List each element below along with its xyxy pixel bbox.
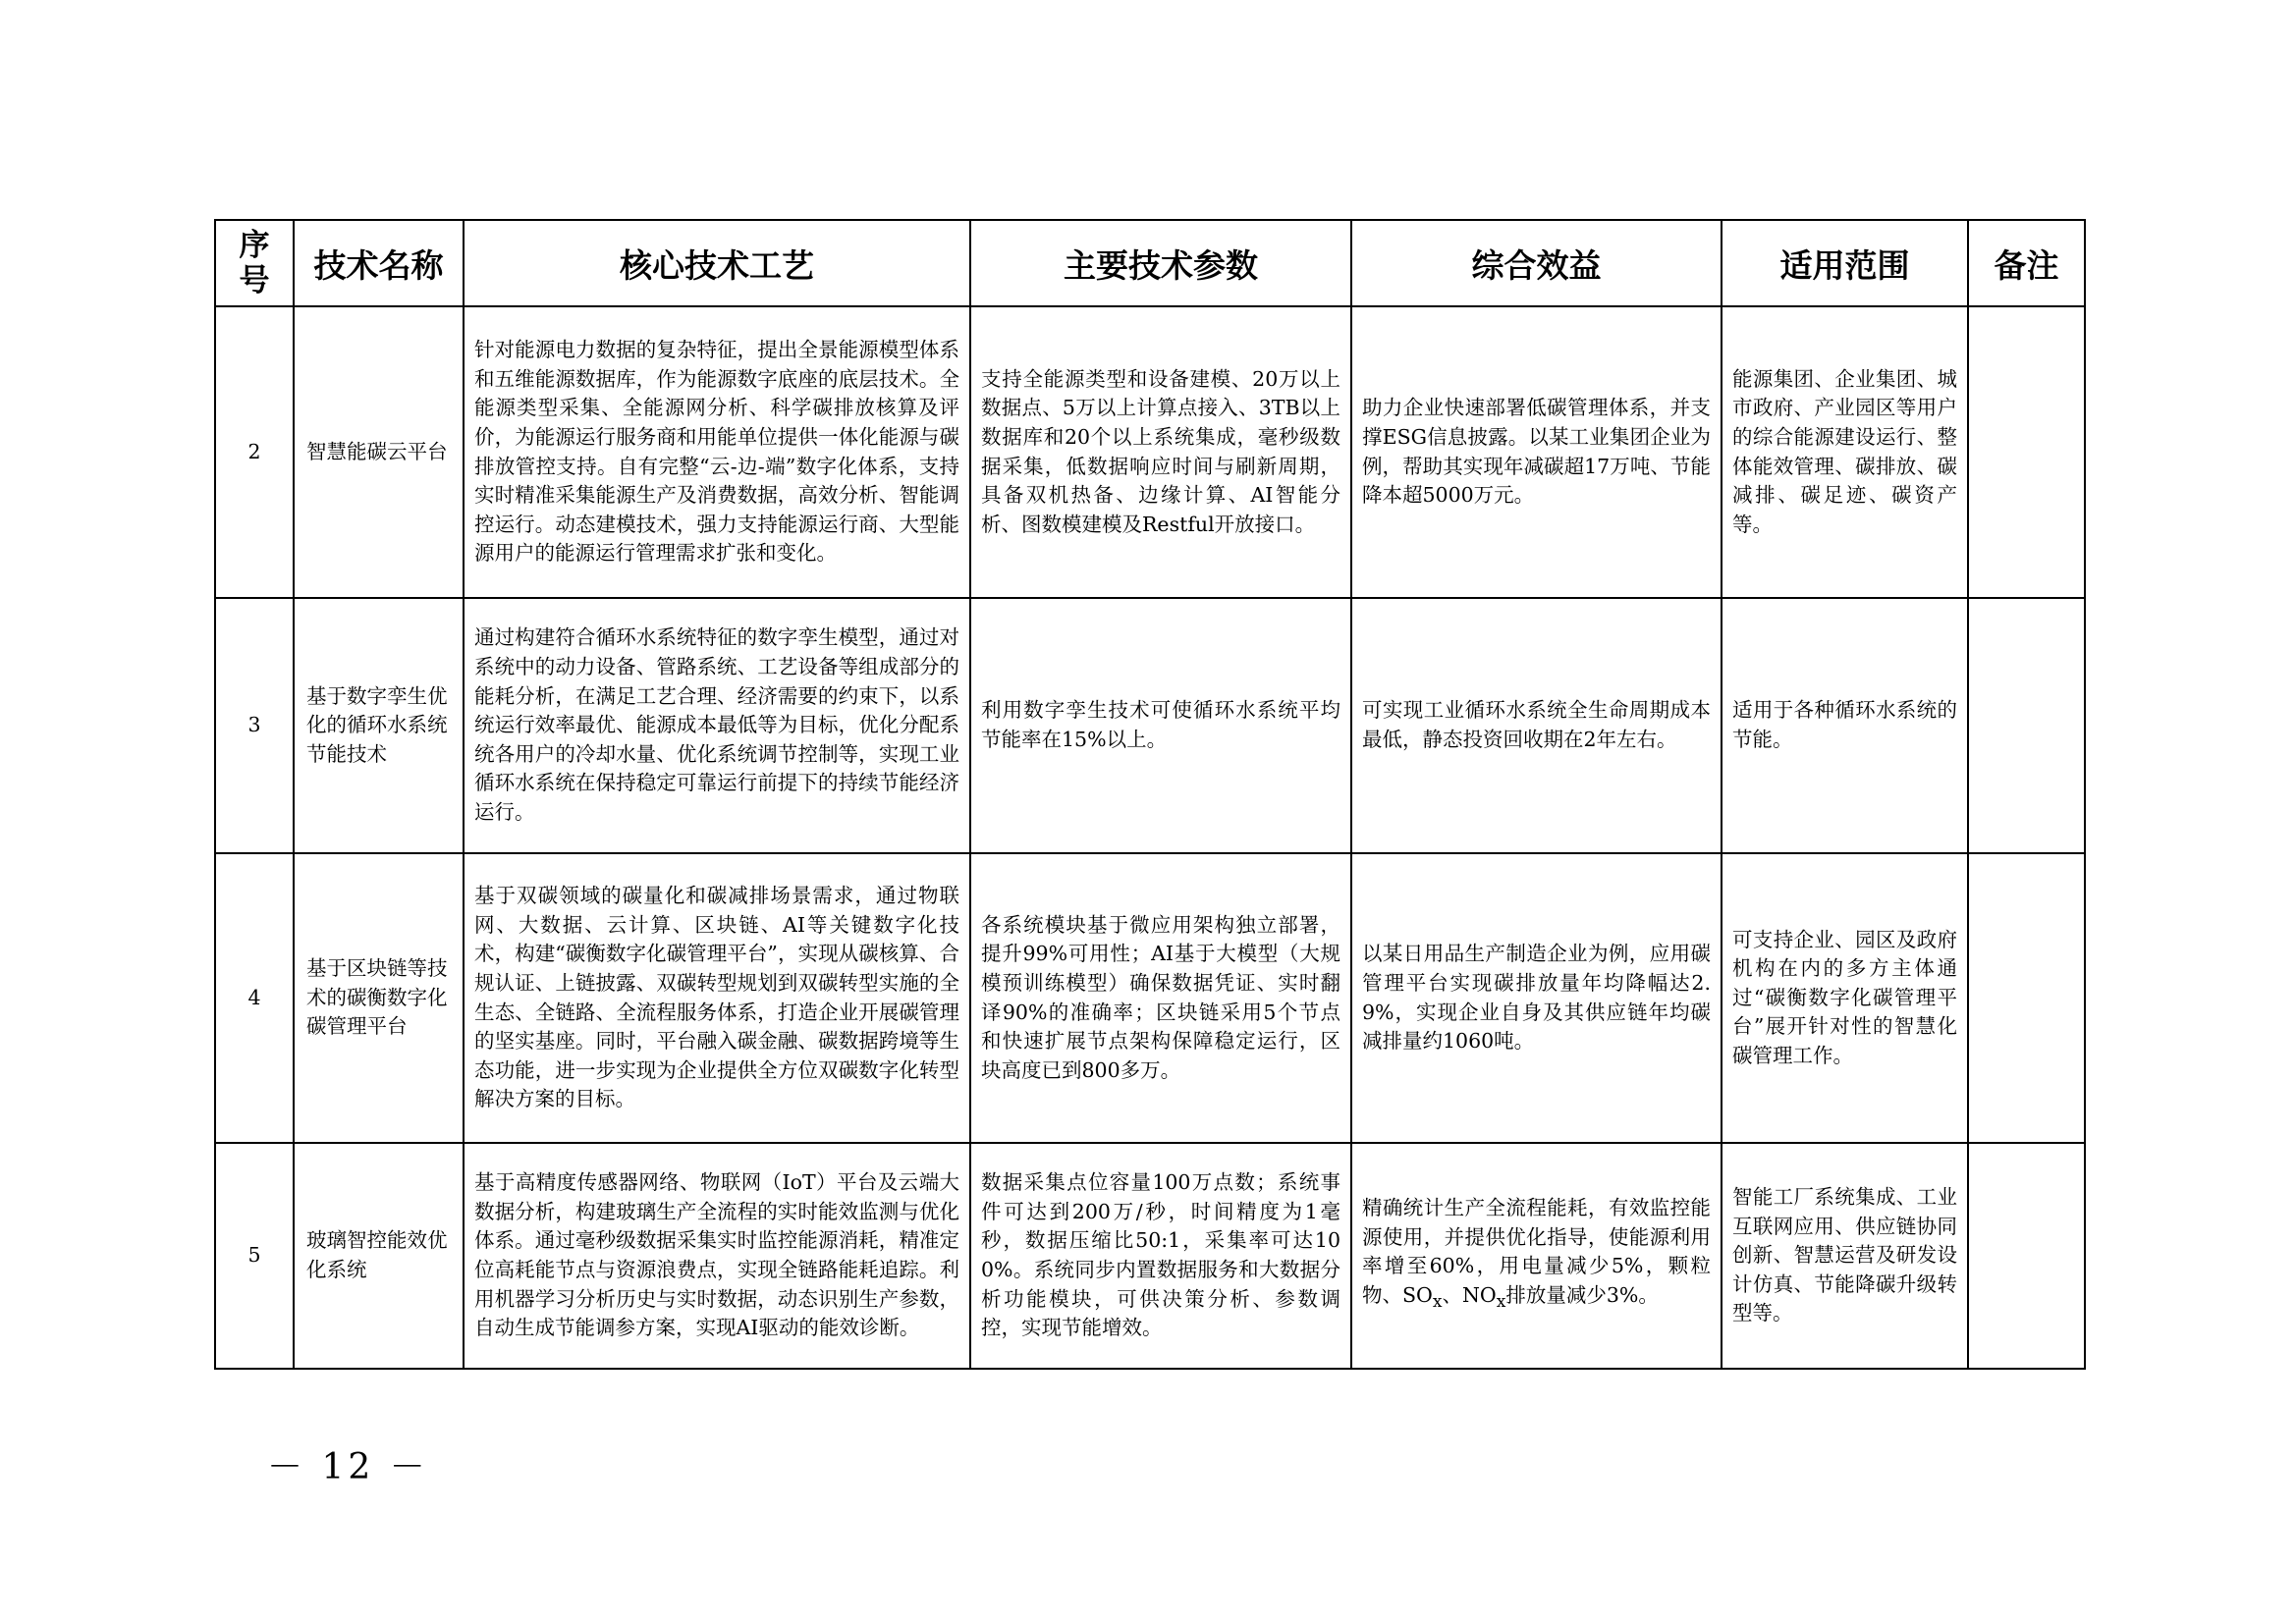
row-remarks	[1968, 1143, 2085, 1369]
header-scope: 适用范围	[1722, 220, 1968, 306]
row-params: 利用数字孪生技术可使循环水系统平均节能率在15%以上。	[970, 598, 1351, 853]
header-seq-line2: 号	[239, 263, 270, 298]
page-number: － 12 －	[267, 1447, 429, 1488]
benefits-text-before: 精确统计生产全流程能耗，有效监控能源使用，并提供优化指导，使能源利用率增至60%，用电量减少5%，颗粒物、SO	[1362, 1196, 1711, 1308]
no-subscript: x	[1496, 1292, 1506, 1313]
row-name: 基于数字孪生优化的循环水系统节能技术	[294, 598, 464, 853]
row-benefits: 以某日用品生产制造企业为例，应用碳管理平台实现碳排放量年均降幅达2.9%，实现企业自身及其供应链年均碳减排量约1060吨。	[1351, 853, 1722, 1143]
row-remarks	[1968, 853, 2085, 1143]
row-name: 玻璃智控能效优化系统	[294, 1143, 464, 1369]
row-remarks	[1968, 306, 2085, 598]
row-scope: 适用于各种循环水系统的节能。	[1722, 598, 1968, 853]
row-name: 智慧能碳云平台	[294, 306, 464, 598]
header-seq-line1: 序	[239, 228, 270, 263]
benefits-text-mid: 、NO	[1442, 1283, 1497, 1308]
table-row	[215, 598, 2085, 853]
row-scope: 可支持企业、园区及政府机构在内的多方主体通过“碳衡数字化碳管理平台”展开针对性的智慧化碳管理工作。	[1722, 853, 1968, 1143]
header-seq	[215, 220, 294, 306]
header-name: 技术名称	[294, 220, 464, 306]
row-scope: 智能工厂系统集成、工业互联网应用、供应链协同创新、智慧运营及研发设计仿真、节能降碳升级转型等。	[1722, 1143, 1968, 1369]
row-params: 各系统模块基于微应用架构独立部署，提升99%可用性；AI基于大模型（大规模预训练模型）确保数据凭证、实时翻译90%的准确率；区块链采用5个节点和快速扩展节点架构保障稳定运行，区块高度已到800多万。	[970, 853, 1351, 1143]
benefits-text-after: 排放量减少3%。	[1505, 1283, 1659, 1308]
row-params: 数据采集点位容量100万点数；系统事件可达到200万/秒，时间精度为1毫秒，数据压缩比50:1，采集率可达100%。系统同步内置数据服务和大数据分析功能模块，可供决策分析、参数调控，实现节能增效。	[970, 1143, 1351, 1369]
row-seq: 2	[215, 306, 294, 598]
header-benefits: 综合效益	[1351, 220, 1722, 306]
table-header-row	[215, 220, 2085, 306]
row-seq: 3	[215, 598, 294, 853]
row-process: 基于双碳领域的碳量化和碳减排场景需求，通过物联网、大数据、云计算、区块链、AI等关键数字化技术，构建“碳衡数字化碳管理平台”，实现从碳核算、合规认证、上链披露、双碳转型规划到双碳转型实施的全生态、全链路、全流程服务体系，打造企业开展碳管理的坚实基座。同时，平台融入碳金融、碳数据跨境等生态功能，进一步实现为企业提供全方位双碳数字化转型解决方案的目标。	[464, 853, 970, 1143]
row-params: 支持全能源类型和设备建模、20万以上数据点、5万以上计算点接入、3TB以上数据库和20个以上系统集成，毫秒级数据采集，低数据响应时间与刷新周期，具备双机热备、边缘计算、AI智能分析、图数模建模及Restful开放接口。	[970, 306, 1351, 598]
table-row	[215, 1143, 2085, 1369]
table-row	[215, 853, 2085, 1143]
technology-table	[214, 219, 2086, 1370]
header-process: 核心技术工艺	[464, 220, 970, 306]
row-process: 通过构建符合循环水系统特征的数字孪生模型，通过对系统中的动力设备、管路系统、工艺设备等组成部分的能耗分析，在满足工艺合理、经济需要的约束下，以系统运行效率最优、能源成本最低等为目标，优化分配系统各用户的冷却水量、优化系统调节控制等，实现工业循环水系统在保持稳定可靠运行前提下的持续节能经济运行。	[464, 598, 970, 853]
row-process: 基于高精度传感器网络、物联网（IoT）平台及云端大数据分析，构建玻璃生产全流程的实时能效监测与优化体系。通过毫秒级数据采集实时监控能源消耗，精准定位高耗能节点与资源浪费点，实现全链路能耗追踪。利用机器学习分析历史与实时数据，动态识别生产参数，自动生成节能调参方案，实现AI驱动的能效诊断。	[464, 1143, 970, 1369]
header-params: 主要技术参数	[970, 220, 1351, 306]
row-seq: 5	[215, 1143, 294, 1369]
header-remarks: 备注	[1968, 220, 2085, 306]
so-subscript: x	[1432, 1292, 1443, 1313]
row-benefits: 可实现工业循环水系统全生命周期成本最低，静态投资回收期在2年左右。	[1351, 598, 1722, 853]
row-benefits	[1351, 1143, 1722, 1369]
row-remarks	[1968, 598, 2085, 853]
row-seq: 4	[215, 853, 294, 1143]
table-row	[215, 306, 2085, 598]
row-benefits: 助力企业快速部署低碳管理体系，并支撑ESG信息披露。以某工业集团企业为例，帮助其实现年减碳超17万吨、节能降本超5000万元。	[1351, 306, 1722, 598]
row-scope: 能源集团、企业集团、城市政府、产业园区等用户的综合能源建设运行、整体能效管理、碳排放、碳减排、碳足迹、碳资产等。	[1722, 306, 1968, 598]
row-process: 针对能源电力数据的复杂特征，提出全景能源模型体系和五维能源数据库，作为能源数字底座的底层技术。全能源类型采集、全能源网分析、科学碳排放核算及评价，为能源运行服务商和用能单位提供一体化能源与碳排放管控支持。自有完整“云-边-端”数字化体系，支持实时精准采集能源生产及消费数据，高效分析、智能调控运行。动态建模技术，强力支持能源运行商、大型能源用户的能源运行管理需求扩张和变化。	[464, 306, 970, 598]
row-name: 基于区块链等技术的碳衡数字化碳管理平台	[294, 853, 464, 1143]
